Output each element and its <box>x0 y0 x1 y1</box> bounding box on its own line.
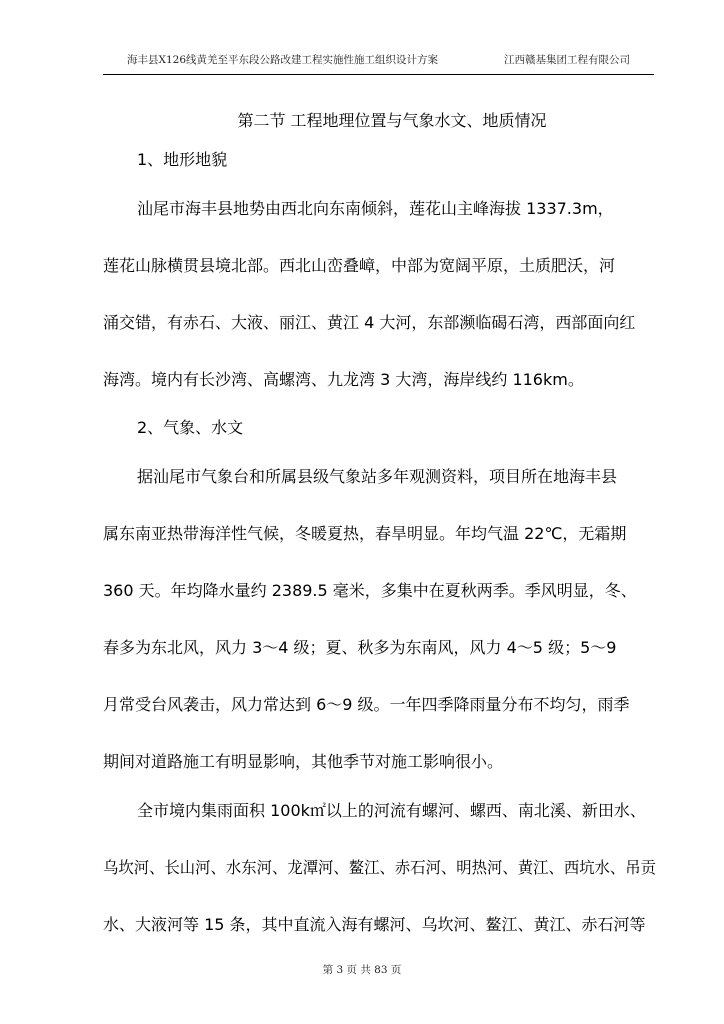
subsection-heading-terrain: 1、地形地貌 <box>137 150 228 169</box>
paragraph-line: 全市境内集雨面积 100k㎡以上的河流有螺河、螺西、南北溪、新田水、 <box>137 801 646 820</box>
page-footer: 第 3 页 共 83 页 <box>322 964 402 976</box>
paragraph-line: 汕尾市海丰县地势由西北向东南倾斜，莲花山主峰海拔 1337.3m， <box>137 199 614 218</box>
paragraph-line: 期间对道路施工有明显影响，其他季节对施工影响很小。 <box>103 752 504 771</box>
header-project-title: 海丰县X126线黄羌至平东段公路改建工程实施性施工组织设计方案 <box>127 54 439 66</box>
paragraph-line: 涌交错，有赤石、大液、丽江、黄江 4 大河，东部濒临碣石湾，西部面向红 <box>103 313 636 332</box>
paragraph-line: 海湾。境内有长沙湾、高螺湾、九龙湾 3 大湾，海岸线约 116km。 <box>103 370 584 389</box>
paragraph-line: 360 天。年均降水量约 2389.5 毫米，多集中在夏秋两季。季风明显，冬、 <box>103 581 637 600</box>
subsection-heading-climate: 2、气象、水文 <box>137 418 244 437</box>
page-header <box>103 48 654 75</box>
header-company-name: 江西赣基集团工程有限公司 <box>504 54 630 66</box>
paragraph-line: 属东南亚热带海洋性气候，冬暖夏热，春旱明显。年均气温 22℃，无霜期 <box>103 524 627 543</box>
paragraph-line: 月常受台风袭击，风力常达到 6～9 级。一年四季降雨量分布不均匀，雨季 <box>103 695 630 714</box>
paragraph-line: 水、大液河等 15 条，其中直流入海有螺河、乌坎河、鳌江、黄江、赤石河等 <box>103 915 646 934</box>
paragraph-line: 莲花山脉横贯县境北部。西北山峦叠嶂，中部为宽阔平原，土质肥沃，河 <box>103 256 616 275</box>
paragraph-line: 据汕尾市气象台和所属县级气象站多年观测资料，项目所在地海丰县 <box>137 467 618 486</box>
paragraph-line: 春多为东北风，风力 3～4 级；夏、秋多为东南风，风力 4～5 级；5～9 <box>103 638 617 657</box>
section-title: 第二节 工程地理位置与气象水文、地质情况 <box>237 111 547 130</box>
paragraph-line: 乌坎河、长山河、水东河、龙潭河、鳌江、赤石河、明热河、黄江、西坑水、吊贡 <box>103 858 657 877</box>
